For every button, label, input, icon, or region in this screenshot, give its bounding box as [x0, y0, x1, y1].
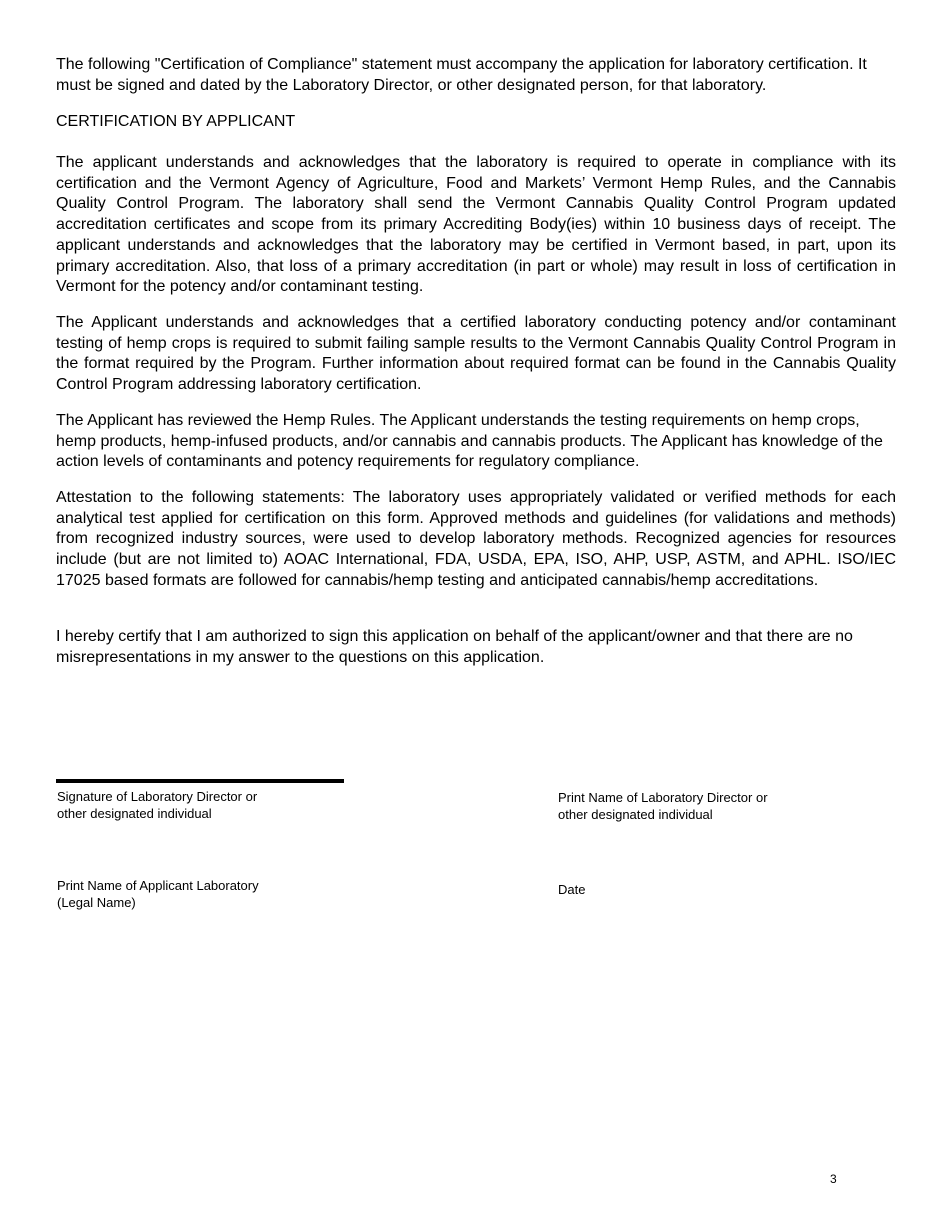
paragraph-failing-results: The Applicant understands and acknowledges that a certified laboratory conducting potency and/or contaminant testing of hemp crops is required to submit failing sample results to the Vermont Cannabis Quality Control Program in the format required by the Program. Further information about required format can be found in the Cannabis Quality Control Program addressing laboratory certification. [56, 314, 896, 394]
paragraph-attestation: Attestation to the following statements: The laboratory uses appropriately validated or verified methods for each analytical test applied for certification on this form. Approved methods and guidelines (for validations and methods) from recognized industry sources, were used to develop laboratory methods. Recognized agencies for resources include (but are not limited to) AOAC International, FDA, USDA, EPA, ISO, AHP, USP, ASTM, and APHL. ISO/IEC 17025 based formats are followed for cannabis/hemp testing and anticipated cannabis/hemp accreditations. [56, 489, 896, 589]
director-signature-label [57, 788, 257, 822]
date-label: Date [558, 882, 586, 897]
paragraph-compliance: The applicant understands and acknowledges that the laboratory is required to operate in compliance with its certification and the Vermont Agency of Agriculture, Food and Markets’ Vermont Hemp Rules, and the Cannabis Quality Control Program. The laboratory shall send the Vermont Cannabis Quality Control Program updated accreditation certificates and scope from its primary Accrediting Body(ies) within 10 business days of receipt. The applicant understands and acknowledges that the laboratory may be certified in Vermont based, in part, upon its primary accreditation. Also, that loss of a primary accreditation (in part or whole) may result in loss of certification in Vermont for the potency and/or contaminant testing. [56, 154, 896, 296]
intro-text: The following "Certification of Compliance" statement must accompany the application for laboratory certification. It must be signed and dated by the Laboratory Director, or other designated person, for that laboratory. [56, 56, 867, 94]
section-heading: CERTIFICATION BY APPLICANT [56, 113, 296, 130]
label-line: Signature of Laboratory Director or [57, 789, 258, 804]
lab-print-name-label [57, 877, 259, 911]
page-number: 3 [830, 1172, 837, 1186]
label-line: other designated individual [57, 806, 212, 821]
paragraph-hemp-rules: The Applicant has reviewed the Hemp Rules. The Applicant understands the testing requirements on hemp crops, hemp products, hemp-infused products, and/or cannabis and cannabis products. The Applicant has knowledge of the action levels of contaminants and potency requirements for regulatory compliance. [56, 412, 883, 471]
label-line: (Legal Name) [57, 895, 136, 910]
label-line: Print Name of Applicant Laboratory [57, 878, 259, 893]
label-line: Print Name of Laboratory Director or [558, 790, 768, 805]
paragraph-certify: I hereby certify that I am authorized to sign this application on behalf of the applicant/owner and that there are no misrepresentations in my answer to the questions on this application. [56, 628, 853, 666]
signature-line[interactable] [56, 779, 344, 783]
director-print-name-label [558, 789, 768, 823]
label-line: other designated individual [558, 807, 713, 822]
